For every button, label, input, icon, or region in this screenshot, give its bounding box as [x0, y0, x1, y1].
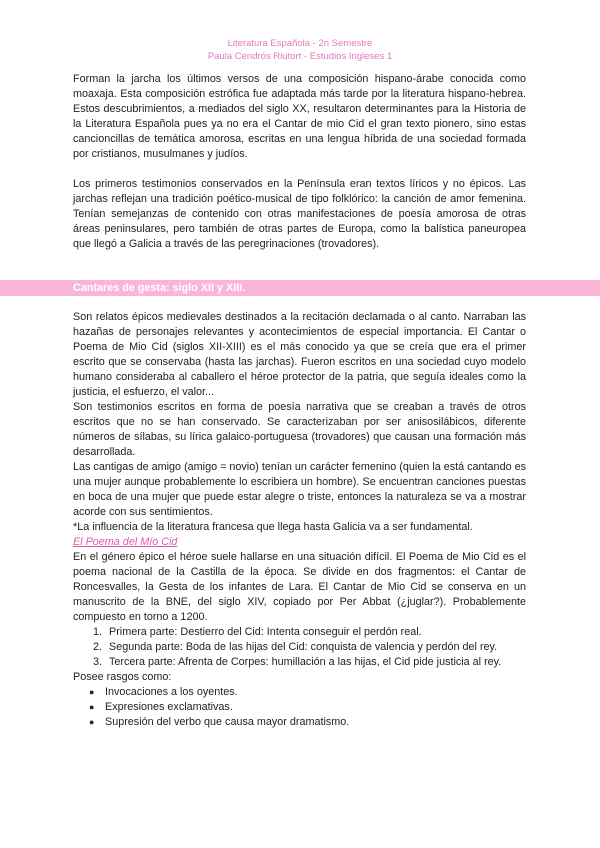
section-paragraph-2: Son testimonios escritos en forma de poesía narrativa que se creaban a través de otros escritos que no se han conservado. Se caracterizaban por ser anisosilábicos, diferente números de sílabas, su lírica galaico-portuguesa (trovadores) que causan una formación más desarrollada. [73, 401, 526, 458]
poema-subtitle: El Poema del Mío Cid [73, 536, 178, 548]
header-author: Paula Cendrós Riutort - Estudios Ingleses 1 [207, 51, 393, 62]
poema-paragraph: En el género épico el héroe suele hallarse en una situación difícil. El Poema de Mio Cid es el poema nacional de la Castilla de la época. Se divide en dos fragmentos: el Cantar de Roncesvalles, la Gesta de los infantes de Lara. El Cantar de Mio Cid se conserva en un manuscrito de la BNE, del siglo XIV, copiado por Per Abbat (¿juglar?). Probablemente compuesto en torno a 1200. [73, 551, 526, 623]
bullet-icon: ● [89, 717, 95, 727]
section-title: Cantares de gesta: siglo XII y XIII. [73, 282, 246, 294]
section-body [73, 310, 526, 730]
page-header [0, 37, 600, 63]
bullet-icon: ● [89, 687, 95, 697]
header-course: Literatura Española - 2n Semestre [227, 38, 373, 49]
intro-paragraph-2: Los primeros testimonios conservados en la Península eran textos líricos y no épicos. Las jarchas reflejan una tradición poético-musical de tipo folklórico: la canción de amor femenina. Tenían semejanzas de contenido con otras manifestaciones de poesía amorosa de otras áreas peninsulares, pero también de otras partes de Europa, como la balística paneuropea que llegó a Galicia a través de las peregrinaciones (trovadores). [73, 178, 526, 250]
intro-block [73, 72, 526, 252]
section-paragraph-3: Las cantigas de amigo (amigo = novio) tenían un carácter femenino (quien la está cantando es una mujer aunque probablemente lo escribiera un hombre). Se encuentran canciones puestas en boca de una mujer que puede estar alegre o triste, entonces la naturaleza se va a mostrar acorde con sus sentimientos. [73, 461, 526, 518]
traits-intro: Posee rasgos como: [73, 671, 172, 683]
list-item: 3. Tercera parte: Afrenta de Corpes: humillación a las hijas, el Cid pide justicia al rey. [105, 655, 526, 670]
trait-text: Invocaciones a los oyentes. [105, 686, 238, 698]
list-item [89, 685, 526, 700]
list-item: 2. Segunda parte: Boda de las hijas del Cid: conquista de valencia y perdón del rey. [105, 640, 526, 655]
trait-text: Supresión del verbo que causa mayor dramatismo. [105, 716, 350, 728]
section-heading-band [0, 280, 600, 296]
list-item [89, 700, 526, 715]
trait-text: Expresiones exclamativas. [105, 701, 233, 713]
bullet-icon: ● [89, 702, 95, 712]
list-item: 1. Primera parte: Destierro del Cid: Intenta conseguir el perdón real. [105, 625, 526, 640]
section-paragraph-1: Son relatos épicos medievales destinados a la recitación declamada o al canto. Narraban las hazañas de personajes relevantes y acontecimientos de especial importancia. El Cantar o Poema de Mio Cid (siglos XII-XIII) es el más conocido ya que se creía que era el primer escrito que se conservaba (hasta las jarchas). Fueron escritos en una sociedad cuyo modelo humano consideraba al caballero el héroe protector de la patria, que seguía ideales como la justicia, el esfuerzo, el valor... [73, 311, 526, 398]
list-item [89, 715, 526, 730]
intro-paragraph-1: Forman la jarcha los últimos versos de una composición hispano-árabe conocida como moaxaja. Esta composición estrófica fue adaptada más tarde por la literatura hispano-hebrea. Estos descubrimientos, a mediados del siglo XX, resultaron determinantes para la Historia de la Literatura Española pues ya no era el Cantar de mio Cid el gran texto pionero, sino estas cancioncillas de temática amorosa, escritas en una lengua híbrida de una sociedad formada por cristianos, musulmanes y judíos. [73, 73, 526, 160]
traits-list [73, 685, 526, 730]
section-note: *La influencia de la literatura francesa que llega hasta Galicia va a ser fundamental. [73, 521, 473, 533]
poema-parts-list [73, 625, 526, 670]
